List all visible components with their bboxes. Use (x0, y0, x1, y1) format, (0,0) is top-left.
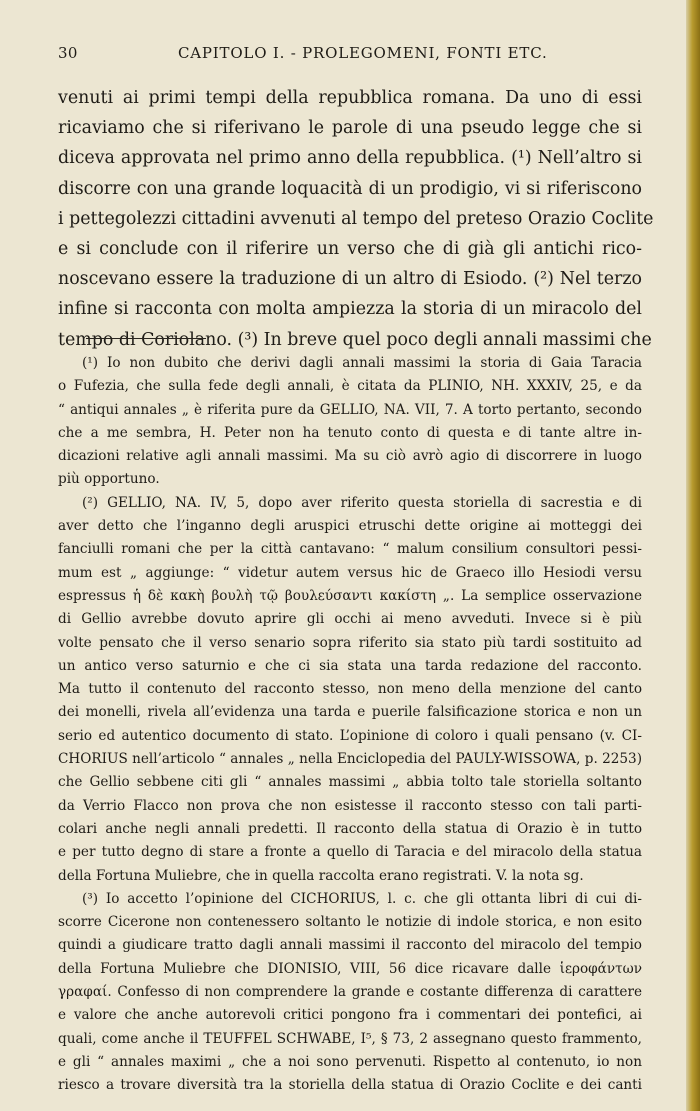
page-number: 30 (58, 44, 78, 62)
body-line: tempo di Coriolano. (³) In breve quel poco degli annali massimi che (58, 329, 652, 350)
footnote-3-line: γραφαί. Confesso di non comprendere la grande e costante differenza di carattere (58, 984, 642, 1001)
footnote-2-line: CHORIUS nell’articolo “ annales „ nella Enciclopedia del PAULY-WISSOWA, p. 2253) (58, 751, 642, 768)
footnote-2-line: espressus ἡ δὲ κακὴ βουλὴ τῷ βουλεύσαντι κακίστη „. La semplice osservazione (58, 587, 642, 604)
footnote-2-line: colari anche negli annali predetti. Il racconto della statua di Orazio è in tutto (58, 820, 642, 837)
footnote-2-line: mum est „ aggiunge: “ videtur autem versus hic de Graeco illo Hesiodi versu (58, 564, 642, 581)
footnote-2-line: dei monelli, rivela all’evidenza una tarda e puerile falsificazione storica e non un (58, 704, 642, 721)
footnote-1-line: “ antiqui annales „ è riferita pure da GELLIO, NA. VII, 7. A torto pertanto, secondo (58, 401, 642, 418)
footnote-2-line: della Fortuna Muliebre, che in quella raccolta erano registrati. V. la nota sg. (58, 867, 584, 884)
book-spine-edge (686, 0, 700, 1111)
footnote-3-line: della Fortuna Muliebre che DIONISIO, VIII, 56 dice ricavare dalle ἱεροφάντων (58, 960, 642, 977)
footnote-3-line: (³) Io accetto l’opinione del CICHORIUS, l. c. che gli ottanta libri di cui di- (82, 890, 642, 907)
footnote-1-line: più opportuno. (58, 471, 160, 488)
footnotes-block (58, 352, 642, 1098)
footnote-separator-rule (86, 338, 206, 339)
body-line: i pettegolezzi cittadini avvenuti al tempo del preteso Orazio Coclite (58, 208, 654, 229)
footnote-2-line: un antico verso saturnio e che ci sia stata una tarda redazione del racconto. (58, 657, 642, 674)
footnote-2-line: fanciulli romani che per la città cantavano: “ malum consilium consultori pessi- (58, 541, 642, 558)
body-line: ricaviamo che si riferivano le parole di una pseudo legge che si (58, 118, 642, 139)
footnote-2-line: Ma tutto il contenuto del racconto stesso, non meno della menzione del canto (58, 681, 642, 698)
footnote-3-line: quali, come anche il TEUFFEL SCHWABE, I⁵, § 73, 2 assegnano questo frammento, (58, 1030, 642, 1047)
footnote-2-line: aver detto che l’inganno degli aruspici etruschi dette origine ai motteggi dei (58, 518, 642, 535)
footnote-1-line: (¹) Io non dubito che derivi dagli annali massimi la storia di Gaia Taracia (82, 355, 642, 371)
footnote-3-line: quindi a giudicare tratto dagli annali massimi il racconto del miracolo del tempio (58, 937, 642, 954)
body-line: diceva approvata nel primo anno della repubblica. (¹) Nell’altro si (58, 148, 642, 169)
body-line: venuti ai primi tempi della repubblica romana. Da uno di essi (58, 88, 642, 108)
footnote-1-line: o Fufezia, che sulla fede degli annali, è citata da PLINIO, NH. XXXIV, 25, e da (58, 378, 642, 395)
body-line: infine si racconta con molta ampiezza la storia di un miracolo del (58, 299, 642, 320)
footnote-2-line: e per tutto degno di stare a fronte a quello di Taracia e del miracolo della statua (58, 844, 642, 861)
main-body-text (58, 83, 654, 355)
footnote-2-line: che Gellio sebbene citi gli “ annales massimi „ abbia tolto tale storiella soltanto (58, 774, 642, 791)
footnote-3-line: scorre Cicerone non contenessero soltanto le notizie di indole storica, e non esito (58, 914, 642, 931)
footnote-3-line: e gli “ annales maximi „ che a noi sono pervenuti. Rispetto al contenuto, io non (58, 1053, 642, 1070)
footnote-1-line: che a me sembra, H. Peter non ha tenuto conto di questa e di tante altre in- (58, 424, 642, 441)
body-line: discorre con una grande loquacità di un prodigio, vi si riferiscono (58, 178, 642, 199)
footnote-2-line: (²) GELLIO, NA. IV, 5, dopo aver riferito questa storiella di sacrestia e di (82, 494, 642, 511)
footnote-3-line: riesco a trovare diversità tra la storiella della statua di Orazio Coclite e dei canti (58, 1077, 642, 1094)
running-header (58, 44, 642, 66)
footnote-1-line: dicazioni relative agli annali massimi. Ma su ciò avrò agio di discorrere in luogo (58, 448, 642, 465)
footnote-2-line: volte pensato che il verso senario sopra riferito sia stato più tardi sostituito ad (58, 634, 642, 651)
chapter-title: CAPITOLO I. - PROLEGOMENI, FONTI ETC. (178, 44, 548, 62)
body-line: e si conclude con il riferire un verso che di già gli antichi rico- (58, 239, 642, 260)
footnote-2-line: serio ed autentico documento di stato. L’opinione di coloro i quali pensano (v. CI- (58, 727, 642, 744)
footnote-3-line: e valore che anche autorevoli critici pongono fra i commentari dei pontefici, ai (58, 1007, 642, 1024)
footnote-2-line: da Verrio Flacco non prova che non esistesse il racconto stesso con tali parti- (58, 797, 642, 814)
body-line: noscevano essere la traduzione di un altro di Esiodo. (²) Nel terzo (58, 269, 642, 290)
footnote-2-line: di Gellio avrebbe dovuto aprire gli occhi ai meno avveduti. Invece si è più (58, 611, 642, 628)
